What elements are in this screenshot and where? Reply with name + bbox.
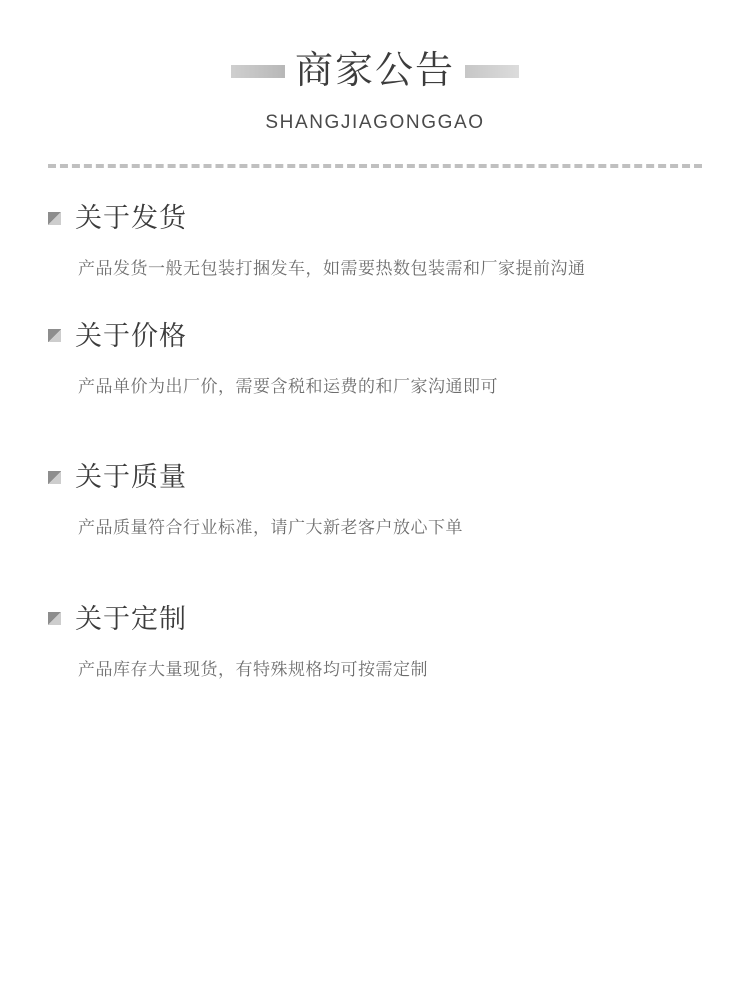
section-body: 产品质量符合行业标准，请广大新老客户放心下单 [78,518,463,538]
section-header [48,320,702,352]
page-header [0,0,750,168]
page-subtitle: SHANGJIAGONGGAO [265,112,485,133]
section-title: 关于定制 [75,603,187,634]
section-header [48,461,702,493]
section-title: 关于价格 [75,320,187,351]
section-title: 关于发货 [75,203,187,233]
dashed-divider [48,164,702,168]
section-list [0,202,750,686]
square-bullet-icon [48,212,61,225]
section-header [48,603,702,635]
section-body: 产品单价为出厂价，需要含税和运费的和厂家沟通即可 [78,376,498,396]
title-decoration-left [231,65,291,78]
section-header [48,202,702,234]
section-body: 产品库存大量现货，有特殊规格均可按需定制 [78,659,428,679]
page-title: 商家公告 [285,52,465,90]
title-row [0,52,750,90]
square-bullet-icon [48,612,61,625]
square-bullet-icon [48,329,61,342]
section-title: 关于质量 [75,462,187,493]
section-body: 产品发货一般无包装打捆发车，如需要热数包装需和厂家提前沟通 [78,259,586,279]
square-bullet-icon [48,471,61,484]
section-quality [48,461,702,545]
title-decoration-right [459,65,519,78]
section-price [48,320,702,404]
section-shipping [48,202,702,286]
section-customization [48,603,702,687]
